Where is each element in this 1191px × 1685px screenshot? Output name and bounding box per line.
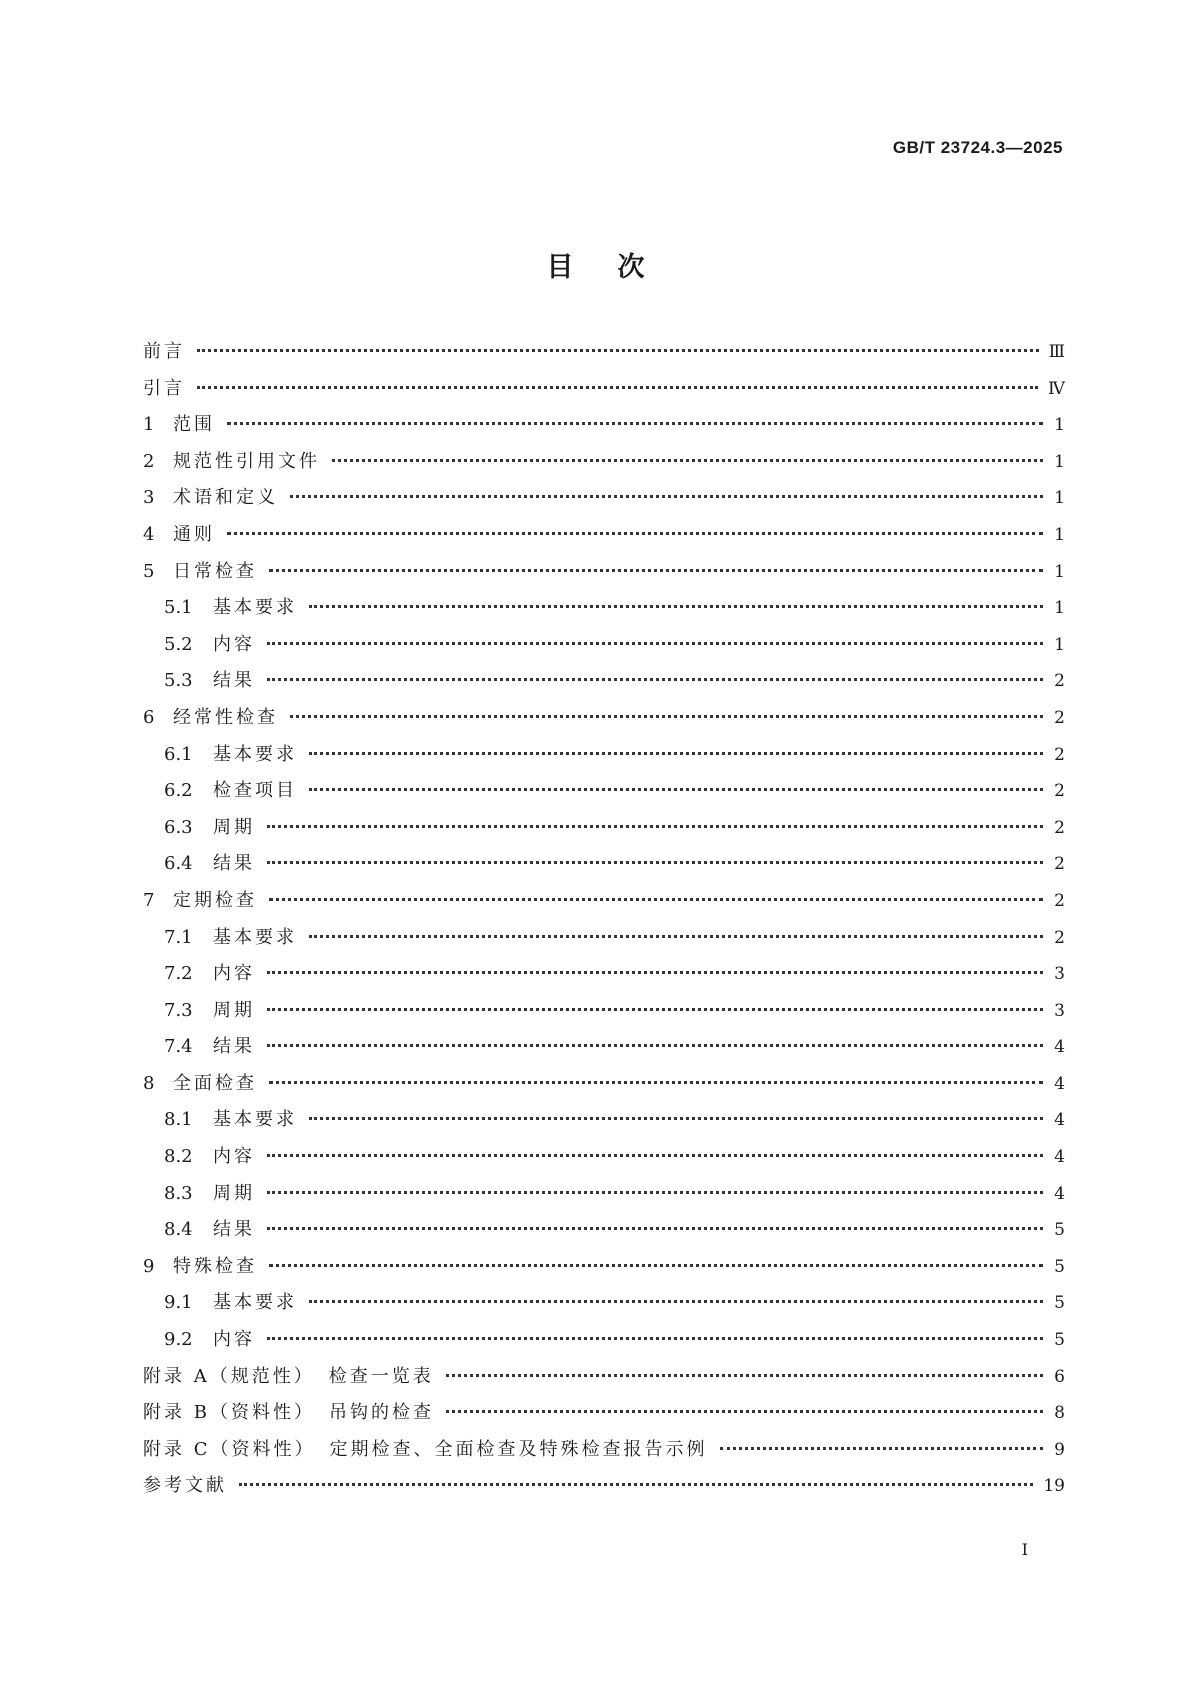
toc-entry-number: 2 (143, 450, 155, 472)
toc-entry-page: 2 (1054, 817, 1065, 838)
toc-entry-page: 2 (1054, 781, 1065, 802)
toc-entry-number: 8 (143, 1072, 155, 1094)
toc-entry-label (164, 1325, 255, 1351)
toc-entry[interactable] (143, 483, 1065, 520)
toc-entry-text: 基本要求 (213, 926, 297, 948)
toc-entry-page: 4 (1054, 1073, 1065, 1094)
toc-entry-text: 内容 (213, 1146, 255, 1168)
toc-entry-page: 3 (1054, 964, 1065, 985)
toc-entry-number: 5.3 (164, 670, 193, 692)
toc-entry[interactable] (143, 1179, 1065, 1216)
toc-entry-page: 1 (1054, 488, 1065, 509)
toc-entry-page: 1 (1054, 451, 1065, 472)
toc-entry-label (143, 557, 257, 583)
toc-entry-number: 8.1 (164, 1109, 193, 1131)
dot-leader (267, 825, 1043, 828)
dot-leader (227, 422, 1043, 425)
toc-entry[interactable] (143, 1252, 1065, 1289)
toc-entry-text: 前言 (143, 341, 185, 362)
dot-leader (309, 752, 1043, 755)
toc-entry-page: 2 (1054, 707, 1065, 728)
dot-leader (267, 642, 1043, 645)
toc-entry-page: 2 (1054, 671, 1065, 692)
toc-entry[interactable] (143, 1069, 1065, 1106)
toc-entry[interactable] (143, 849, 1065, 886)
toc-entry-text: 引言 (143, 377, 185, 399)
toc-entry[interactable] (143, 593, 1065, 630)
toc-entry-annex: 附录 C（资料性） (143, 1438, 316, 1460)
dot-leader (267, 1044, 1043, 1047)
toc-entry-text: 参考文献 (143, 1475, 227, 1497)
toc-entry-number: 7 (143, 889, 155, 911)
toc-entry-label (143, 447, 320, 473)
toc-entry-number: 7.1 (164, 926, 193, 948)
toc-entry-number: 8.3 (164, 1182, 193, 1204)
toc-entry[interactable] (143, 1032, 1065, 1069)
dot-leader (446, 1374, 1043, 1377)
toc-entry-number: 6.1 (164, 743, 193, 765)
toc-entry-page: 2 (1054, 854, 1065, 875)
toc-entry-label (143, 337, 185, 363)
toc-entry-annex: 附录 A（规范性） (143, 1365, 315, 1387)
toc-entry[interactable] (143, 1435, 1065, 1472)
toc-entry-number: 7.4 (164, 1036, 193, 1058)
toc-entry-number: 3 (143, 487, 155, 509)
toc-entry-number: 9.2 (164, 1329, 193, 1351)
toc-entry-number: 6.4 (164, 853, 193, 875)
toc-entry-page: 4 (1054, 1110, 1065, 1131)
toc-entry[interactable] (143, 1362, 1065, 1399)
toc-entry-text: 术语和定义 (173, 487, 278, 509)
dot-leader (267, 1191, 1043, 1194)
standard-code: GB/T 23724.3—2025 (892, 138, 1063, 157)
dot-leader (269, 898, 1043, 901)
dot-leader (269, 1081, 1043, 1084)
toc-entry-number: 6 (143, 706, 155, 728)
toc-entry-page: 6 (1054, 1366, 1065, 1387)
toc-entry-text: 范围 (173, 414, 215, 436)
toc-entry-text: 定期检查、全面检查及特殊检查报告示例 (329, 1438, 708, 1460)
page-title: 目次 (546, 252, 689, 283)
toc-entry-page: 5 (1054, 1220, 1065, 1241)
toc-entry-label (164, 813, 255, 839)
toc-entry-page: 1 (1054, 561, 1065, 582)
toc-entry-page: 2 (1054, 890, 1065, 911)
toc-entry[interactable] (143, 1398, 1065, 1435)
toc-entry-label (143, 703, 278, 729)
toc-entry-label (164, 1142, 255, 1168)
toc-entry-number: 5.1 (164, 597, 193, 619)
dot-leader (267, 1337, 1043, 1340)
toc-entry[interactable] (143, 410, 1065, 447)
dot-leader (227, 532, 1043, 535)
toc-entry-text: 内容 (213, 963, 255, 985)
toc-entry-page: 2 (1054, 744, 1065, 765)
toc-entry-label (143, 1435, 708, 1461)
toc-entry-label (164, 923, 297, 949)
dot-leader (267, 678, 1043, 681)
toc-entry-label (164, 849, 255, 875)
dot-leader (446, 1410, 1043, 1413)
toc-entry-page: 5 (1054, 1293, 1065, 1314)
dot-leader (332, 459, 1043, 462)
toc-entry-label (143, 1252, 257, 1278)
dot-leader (720, 1447, 1044, 1450)
toc-entry[interactable] (143, 337, 1065, 374)
toc-entry-page: 1 (1054, 634, 1065, 655)
dot-leader (267, 1154, 1043, 1157)
toc-entry-number: 5 (143, 560, 155, 582)
toc-entry-label (164, 959, 255, 985)
toc-entry-number: 9.1 (164, 1292, 193, 1314)
dot-leader (267, 861, 1043, 864)
toc-entry-page: 1 (1054, 415, 1065, 436)
dot-leader (309, 788, 1043, 791)
dot-leader (309, 605, 1043, 608)
toc-entry-label (164, 996, 255, 1022)
toc-entry[interactable] (143, 447, 1065, 484)
toc-entry-page: 1 (1054, 598, 1065, 619)
toc-entry-number: 9 (143, 1255, 155, 1277)
toc-entry-text: 周期 (213, 1182, 255, 1204)
toc-entry-text: 规范性引用文件 (173, 450, 320, 472)
toc-entry-label (164, 630, 255, 656)
toc-entry-text: 通则 (173, 523, 215, 545)
toc-entry-label (143, 483, 278, 509)
toc-entry[interactable] (143, 1288, 1065, 1325)
toc-entry-text: 内容 (213, 633, 255, 655)
toc-entry[interactable] (143, 666, 1065, 703)
toc-entry-page: 8 (1054, 1403, 1065, 1424)
toc-entry-page: 4 (1054, 1037, 1065, 1058)
toc-entry-number: 5.2 (164, 633, 193, 655)
toc-entry-page: 5 (1054, 1330, 1065, 1351)
toc-entry-text: 内容 (213, 1329, 255, 1351)
toc-entry[interactable] (143, 813, 1065, 850)
page-number: I (1021, 1540, 1028, 1559)
toc-entry-number: 8.2 (164, 1146, 193, 1168)
toc-entry-text: 结果 (213, 670, 255, 692)
toc-entry-label (143, 886, 257, 912)
dot-leader (309, 935, 1043, 938)
toc-entry-text: 基本要求 (213, 1109, 297, 1131)
toc-entry-page: Ⅲ (1048, 342, 1065, 362)
toc-entry[interactable] (143, 1142, 1065, 1179)
toc-entry-page: 19 (1043, 1476, 1065, 1497)
toc-entry-text: 基本要求 (213, 743, 297, 765)
toc-entry-text: 检查项目 (213, 780, 297, 802)
toc-entry-label (164, 1215, 255, 1241)
toc-entry-number: 8.4 (164, 1219, 193, 1241)
toc-entry-text: 结果 (213, 853, 255, 875)
toc-entry-label (143, 1471, 227, 1497)
toc-entry[interactable] (143, 520, 1065, 557)
dot-leader (239, 1483, 1033, 1486)
toc-entry[interactable] (143, 996, 1065, 1033)
toc-entry-text: 定期检查 (173, 889, 257, 911)
toc-entry-page: 9 (1054, 1439, 1065, 1460)
toc-entry[interactable] (143, 557, 1065, 594)
dot-leader (290, 715, 1043, 718)
toc-entry-label (164, 1288, 297, 1314)
toc-entry[interactable] (143, 630, 1065, 667)
toc-entry-number: 6.2 (164, 780, 193, 802)
toc-entry-text: 结果 (213, 1036, 255, 1058)
dot-leader (267, 1008, 1043, 1011)
toc-entry[interactable] (143, 374, 1065, 411)
dot-leader (309, 1300, 1043, 1303)
toc-entry-page: 5 (1054, 1256, 1065, 1277)
toc-entry-text: 特殊检查 (173, 1255, 257, 1277)
dot-leader (290, 495, 1043, 498)
toc-entry-label (143, 410, 215, 436)
toc-entry-label (164, 776, 297, 802)
toc-entry[interactable] (143, 776, 1065, 813)
toc-entry-label (143, 374, 185, 400)
toc-entry-label (143, 1069, 257, 1095)
toc-entry-label (164, 1105, 297, 1131)
toc-entry-text: 周期 (213, 816, 255, 838)
toc-entry[interactable] (143, 1215, 1065, 1252)
toc-entry-label (164, 593, 297, 619)
dot-leader (197, 349, 1039, 352)
toc-entry-page: 4 (1054, 1147, 1065, 1168)
toc-entry-text: 检查一览表 (328, 1365, 434, 1387)
dot-leader (267, 971, 1043, 974)
toc-entry-label (164, 1179, 255, 1205)
toc-entry-label (143, 520, 215, 546)
toc-entry-number: 4 (143, 523, 155, 545)
toc-entry-number: 7.2 (164, 963, 193, 985)
table-of-contents (143, 337, 1065, 1508)
dot-leader (309, 1117, 1043, 1120)
dot-leader (197, 386, 1038, 389)
toc-entry[interactable] (143, 1325, 1065, 1362)
toc-entry-page: Ⅳ (1048, 378, 1065, 399)
dot-leader (269, 1264, 1043, 1267)
toc-entry-page: 4 (1054, 1183, 1065, 1204)
toc-entry[interactable] (143, 703, 1065, 740)
toc-entry-number: 7.3 (164, 999, 193, 1021)
toc-entry[interactable] (143, 740, 1065, 777)
toc-entry-label (164, 666, 255, 692)
toc-entry-label (164, 740, 297, 766)
toc-entry-text: 基本要求 (213, 597, 297, 619)
toc-entry-page: 3 (1054, 1000, 1065, 1021)
toc-entry-text: 日常检查 (173, 560, 257, 582)
toc-entry-text: 全面检查 (173, 1072, 257, 1094)
toc-entry[interactable] (143, 886, 1065, 923)
toc-entry[interactable] (143, 1105, 1065, 1142)
toc-entry-annex: 附录 B（资料性） (143, 1402, 315, 1424)
toc-entry-text: 周期 (213, 999, 255, 1021)
toc-entry-page: 1 (1054, 524, 1065, 545)
dot-leader (267, 1227, 1043, 1230)
toc-entry-number: 1 (143, 414, 155, 436)
toc-entry[interactable] (143, 923, 1065, 960)
toc-entry-text: 吊钩的检查 (328, 1402, 434, 1424)
toc-entry[interactable] (143, 959, 1065, 996)
toc-entry-number: 6.3 (164, 816, 193, 838)
dot-leader (269, 569, 1043, 572)
toc-entry-label (143, 1362, 434, 1388)
toc-entry-label (164, 1032, 255, 1058)
toc-entry-text: 基本要求 (213, 1292, 297, 1314)
toc-entry-page: 2 (1054, 927, 1065, 948)
toc-entry-label (143, 1398, 434, 1424)
toc-entry-text: 经常性检查 (173, 706, 278, 728)
toc-entry-text: 结果 (213, 1219, 255, 1241)
toc-entry[interactable] (143, 1471, 1065, 1508)
